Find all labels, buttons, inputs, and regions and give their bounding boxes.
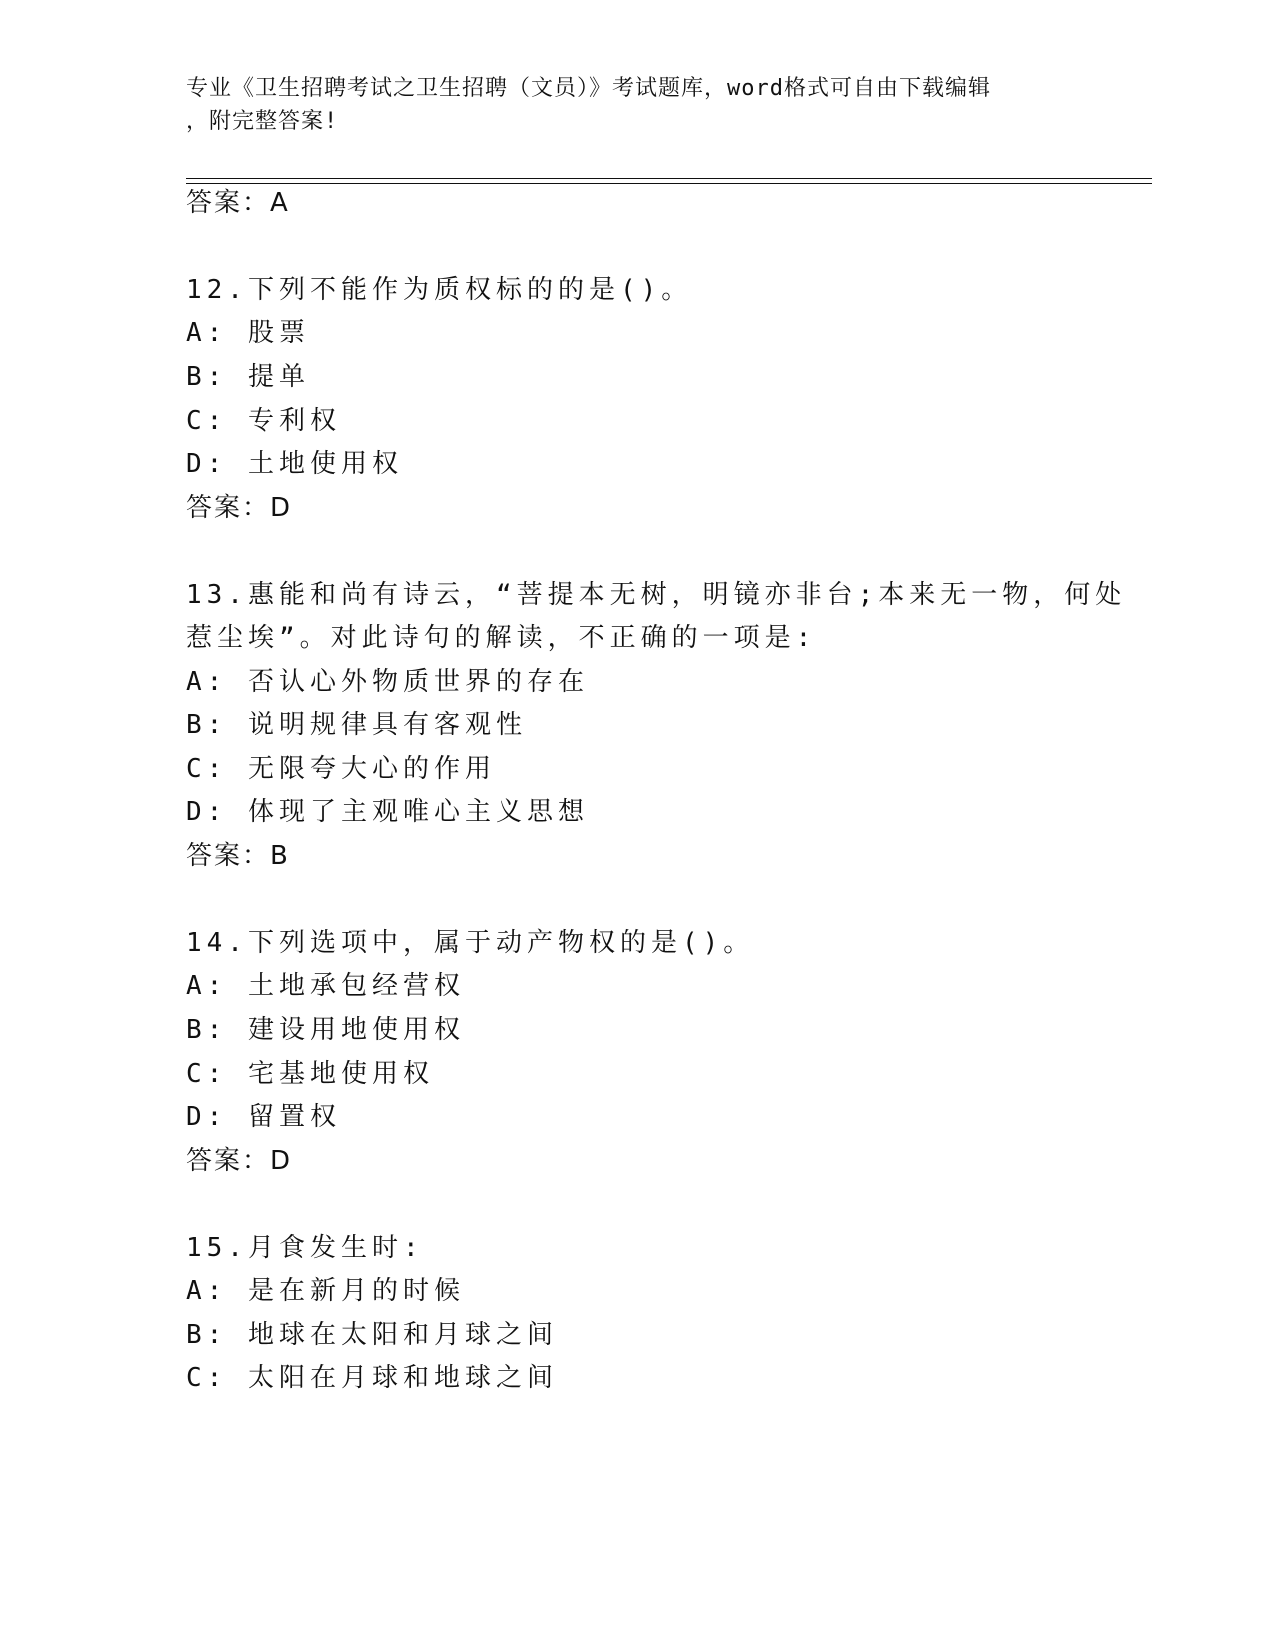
question-13-option-d: D: 体现了主观唯心主义思想	[186, 797, 589, 827]
question-12-option-c: C: 专利权	[186, 406, 341, 436]
header-line-1: 专业《卫生招聘考试之卫生招聘（文员）》考试题库，word格式可自由下载编辑	[186, 76, 991, 101]
question-14-answer: 答案：D	[186, 1146, 293, 1176]
question-13-option-b: B: 说明规律具有客观性	[186, 710, 527, 740]
question-13-option-a: A: 否认心外物质世界的存在	[186, 667, 589, 697]
question-14-option-c: C: 宅基地使用权	[186, 1059, 434, 1089]
question-12-option-d: D: 土地使用权	[186, 449, 403, 479]
question-15-option-b: B: 地球在太阳和月球之间	[186, 1320, 558, 1350]
answer-11: 答案：A	[186, 188, 290, 218]
question-12-option-a: A: 股票	[186, 318, 310, 348]
question-14-stem: 14.下列选项中，属于动产物权的是()。	[186, 928, 755, 958]
question-15-stem: 15.月食发生时:	[186, 1233, 424, 1263]
header-divider-top	[186, 178, 1152, 179]
question-14-option-a: A: 土地承包经营权	[186, 971, 465, 1001]
question-12-option-b: B: 提单	[186, 362, 310, 392]
question-12-answer: 答案：D	[186, 493, 293, 523]
question-14-option-b: B: 建设用地使用权	[186, 1015, 465, 1045]
question-13-option-c: C: 无限夸大心的作用	[186, 754, 496, 784]
question-13-stem-line-1: 13.惠能和尚有诗云，“菩提本无树，明镜亦非台;本来无一物，何处	[186, 580, 1127, 610]
question-13-answer: 答案：B	[186, 841, 290, 871]
question-13-stem-line-2: 惹尘埃”。对此诗句的解读，不正确的一项是:	[186, 623, 817, 653]
question-12-stem: 12.下列不能作为质权标的的是()。	[186, 275, 693, 305]
question-15-option-a: A: 是在新月的时候	[186, 1276, 465, 1306]
header-divider-bottom	[186, 183, 1152, 184]
question-15-option-c: C: 太阳在月球和地球之间	[186, 1363, 558, 1393]
document-header	[186, 72, 1066, 138]
header-line-2: ，附完整答案!	[186, 109, 339, 134]
question-14-option-d: D: 留置权	[186, 1102, 341, 1132]
